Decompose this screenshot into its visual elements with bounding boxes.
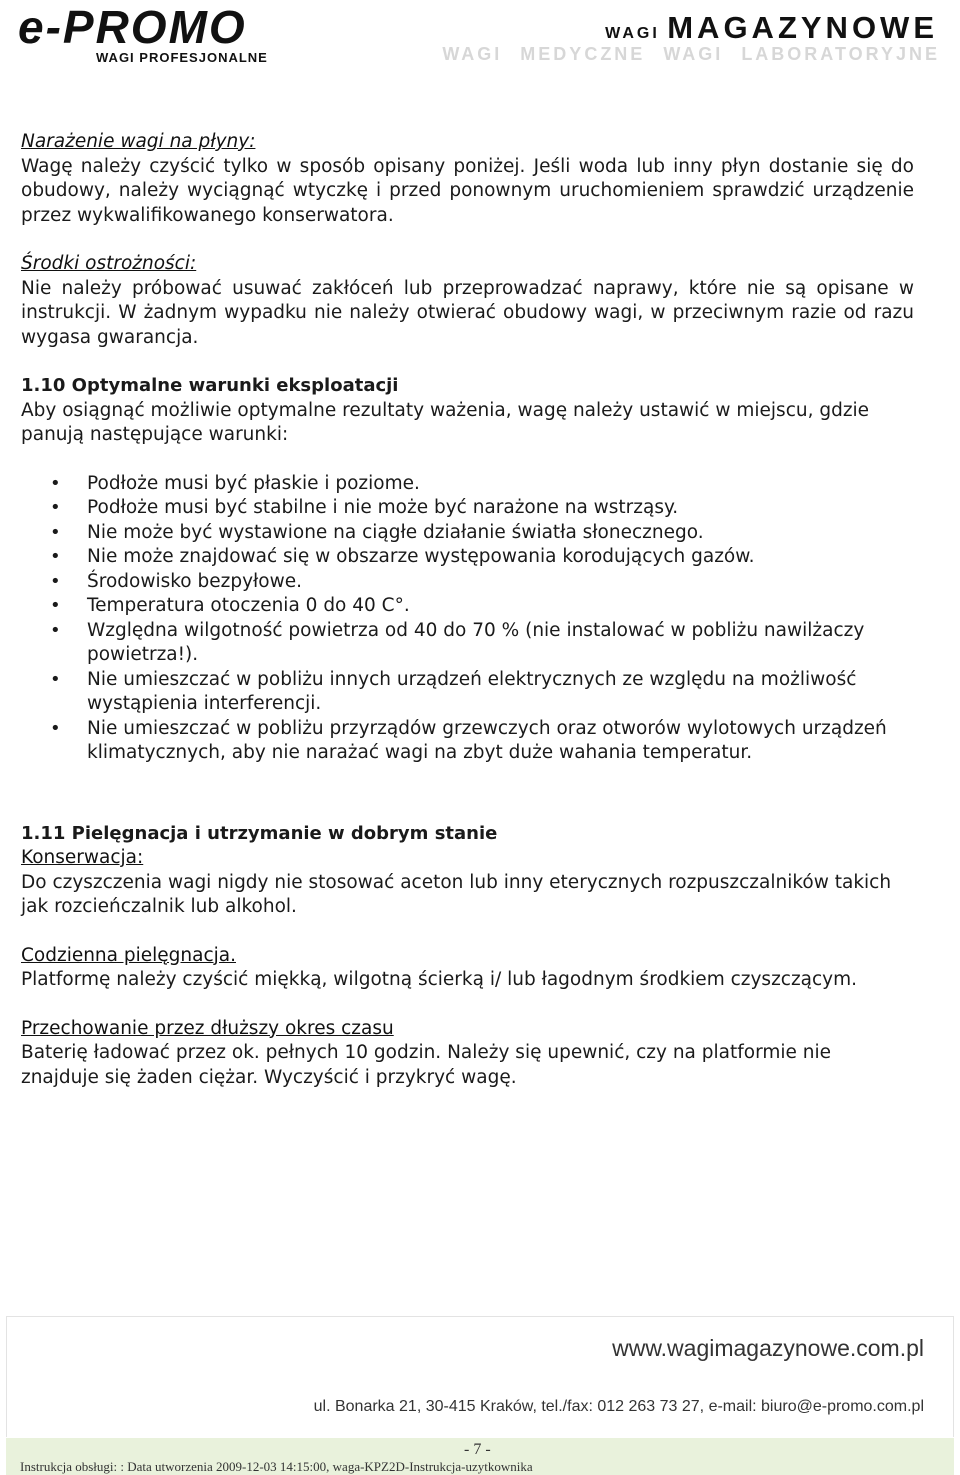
list-item: • Podłoże musi być stabilne i nie może być narażone na wstrząsy. — [21, 496, 914, 521]
section-heading-daily-care: Codzienna pielęgnacja. — [21, 944, 236, 966]
spacer — [21, 993, 914, 1017]
logo-subtitle: WAGI PROFESJONALNE — [96, 50, 268, 65]
section-title-1-10: 1.10 Optymalne warunki eksploatacji — [21, 375, 399, 396]
logo-wordmark: e-PROMO — [18, 1, 247, 53]
section-heading-storage: Przechowanie przez dłuższy okres czasu — [21, 1017, 394, 1039]
list-item: • Podłoże musi być płaskie i poziome. — [21, 472, 914, 497]
paragraph-conditions-intro: Aby osiągnąć możliwie optymalne rezultaty ważenia, wagę należy ustawić w miejscu, gdzie panują następujące warunki: — [21, 399, 870, 445]
header-tagline — [605, 10, 938, 46]
paragraph-daily-care: Platformę należy czyścić miękką, wilgotną ścierką i/ lub łagodnym środkiem czyszczącym. — [21, 969, 858, 990]
tagline-main: MAGAZYNOWE — [667, 10, 938, 45]
spacer — [21, 766, 914, 822]
list-item: • Środowisko bezpyłowe. — [21, 570, 914, 595]
company-logo — [18, 1, 318, 66]
footer-address: ul. Bonarka 21, 30-415 Kraków, tel./fax: 012 263 73 27, e-mail: biuro@e-promo.com.pl — [313, 1398, 924, 1415]
list-item: • Nie umieszczać w pobliżu innych urządzeń elektrycznych ze względu na możliwość wystąpienia interferencji. — [21, 668, 914, 717]
spacer — [21, 228, 914, 252]
section-title-1-11: 1.11 Pielęgnacja i utrzymanie w dobrym stanie — [21, 822, 498, 844]
list-item: • Względna wilgotność powietrza od 40 do 70 % (nie instalować w pobliżu nawilżaczy powietrza!). — [21, 619, 914, 668]
page-number: - 7 - — [464, 1441, 491, 1458]
list-item: • Nie umieszczać w pobliżu przyrządów grzewczych oraz otworów wylotowych urządzeń klimatycznych, aby nie narażać wagi na zbyt duże wahania temperatur. — [21, 717, 914, 766]
paragraph-precautions: Nie należy próbować usuwać zakłóceń lub przeprowadzać naprawy, które nie są opisane w instrukcji. W żadnym wypadku nie należy otwierać obudowy wagi, w przeciwnym razie od razu wygasa gwarancja. — [21, 277, 914, 348]
paragraph-storage: Baterię ładować przez ok. pełnych 10 godzin. Należy się upewnić, czy na platformie nie znajduje się żaden ciężar. Wyczyścić i przykryć wagę. — [21, 1042, 832, 1088]
paragraph-maintenance: Do czyszczenia wagi nigdy nie stosować aceton lub inny eterycznych rozpuszczalników takich jak rozcieńczalnik lub alkohol. — [21, 871, 892, 917]
section-heading-precautions: Środki ostrożności: — [21, 253, 197, 274]
tagline-prefix: WAGI — [605, 25, 660, 42]
list-item: • Nie może znajdować się w obszarze występowania korodujących gazów. — [21, 545, 914, 570]
spacer — [21, 350, 914, 374]
list-item: • Nie może być wystawione na ciągłe działanie światła słonecznego. — [21, 521, 914, 546]
paragraph-liquids: Wagę należy czyścić tylko w sposób opisany poniżej. Jeśli woda lub inny płyn dostanie się do obudowy, należy wyciągnąć wtyczkę i przed ponownym uruchomieniem sprawdzić urządzenie przez wykwalifikowanego konserwatora. — [21, 155, 914, 226]
section-heading-liquids: Narażenie wagi na płyny: — [21, 131, 256, 152]
list-item: • Temperatura otoczenia 0 do 40 C°. — [21, 594, 914, 619]
conditions-list — [21, 472, 914, 766]
section-heading-maintenance: Konserwacja: — [21, 847, 144, 868]
footer-document-meta: Instrukcja obsługi: : Data utworzenia 2009-12-03 14:15:00, waga-KPZ2D-Instrukcja-uzytkownika — [20, 1459, 533, 1474]
footer-website: www.wagimagazynowe.com.pl — [612, 1335, 924, 1361]
header-tagline-secondary: WAGI MEDYCZNE WAGI LABORATORYJNE — [442, 44, 940, 64]
document-body — [21, 130, 914, 1090]
spacer — [21, 920, 914, 944]
